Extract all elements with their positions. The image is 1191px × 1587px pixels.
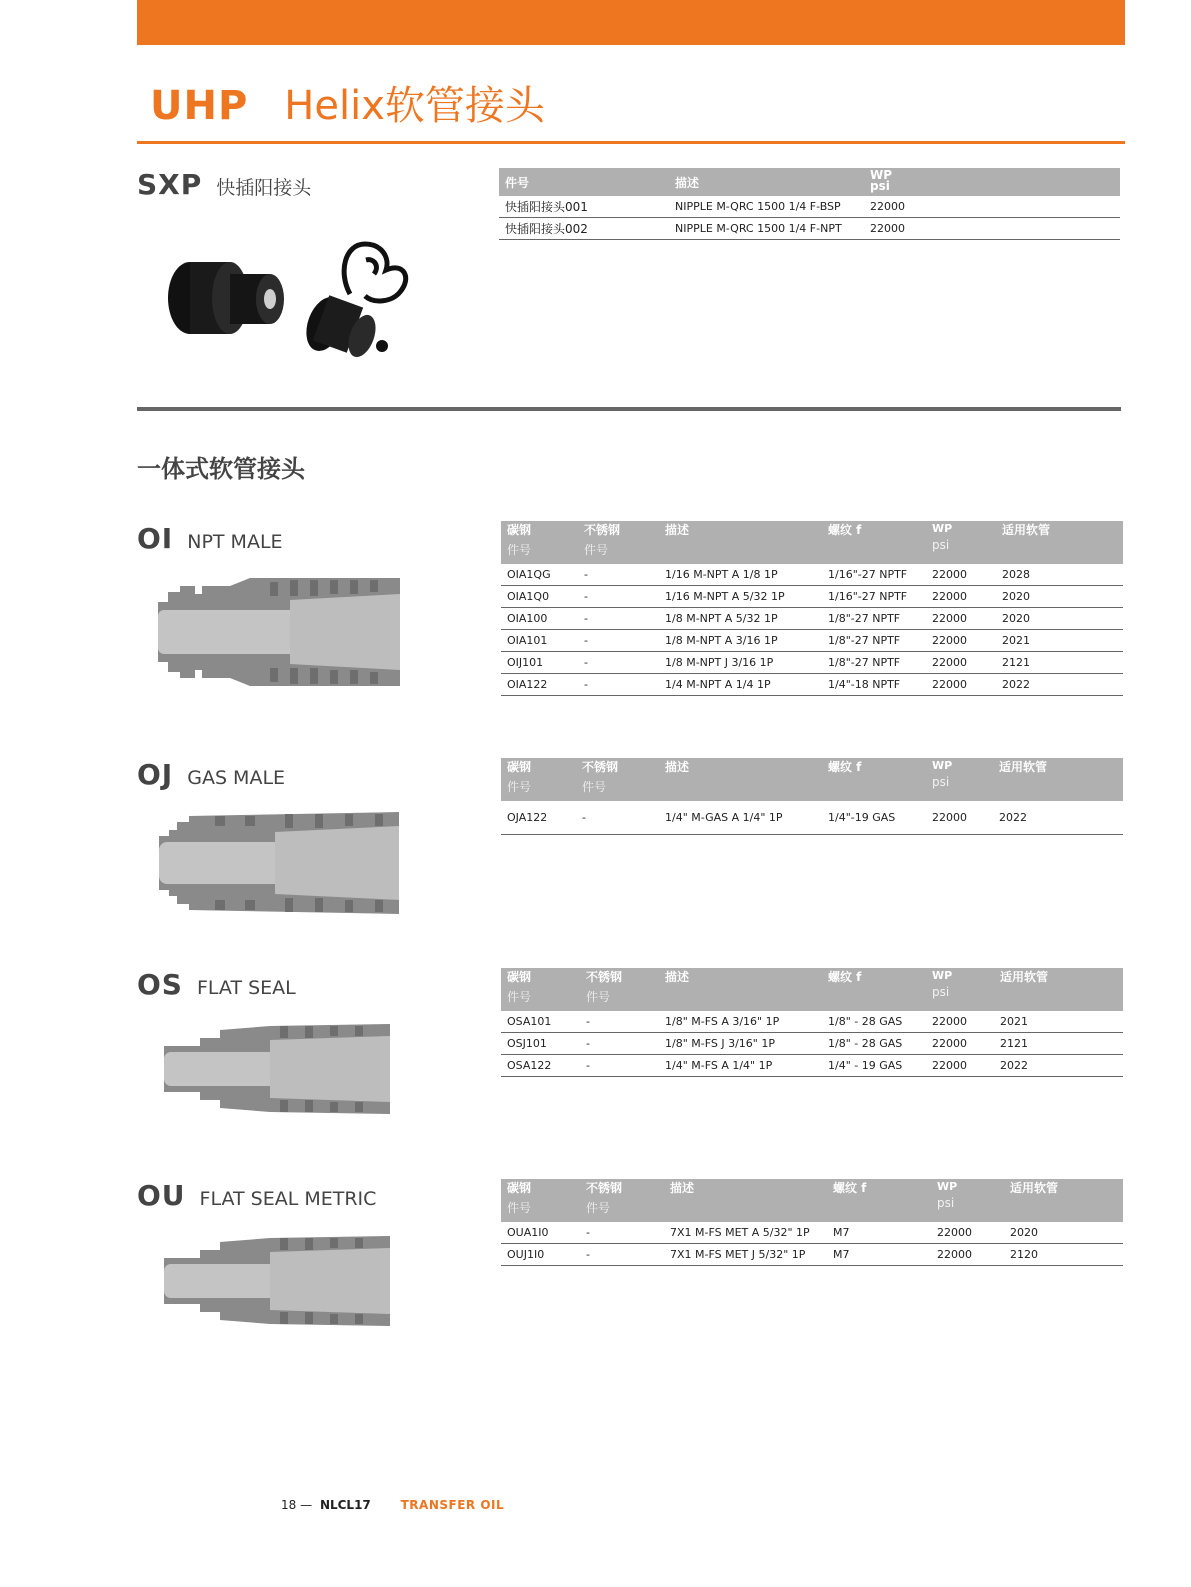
cell-wp: 22000 [931, 1244, 1004, 1266]
cell-wp: 22000 [926, 652, 996, 674]
cell-stainless: - [580, 1055, 659, 1077]
stainless-label: 不锈钢 [582, 760, 619, 774]
table-row [501, 608, 1123, 630]
cell-hose: 2121 [994, 1033, 1123, 1055]
cell-wp: 22000 [926, 608, 996, 630]
cell-carbon: OIA100 [501, 608, 578, 630]
cell-wp: 22000 [926, 1033, 994, 1055]
flat-seal-metric-fitting-cutaway-image [160, 1234, 395, 1329]
cell-wp: 22000 [926, 1011, 994, 1033]
cell-hose: 2022 [996, 674, 1123, 696]
table-row [499, 196, 1120, 218]
cell-carbon: OIA101 [501, 630, 578, 652]
section-name: 快插阳接头 [216, 177, 312, 199]
cell-carbon: OSJ101 [501, 1033, 580, 1055]
table-header-row [501, 521, 1123, 564]
oj-table [501, 758, 1123, 835]
section-header-os [137, 968, 296, 1001]
cell-carbon: OJA122 [501, 801, 576, 834]
carbon-label: 碳钢 [507, 970, 532, 984]
cell-stainless: - [576, 801, 659, 834]
title-text: Helix软管接头 [284, 83, 545, 129]
integral-fittings-heading: 一体式软管接头 [137, 455, 305, 483]
table-row [501, 630, 1123, 652]
col-carbon [501, 758, 576, 801]
wp-unit: psi [932, 775, 950, 789]
cell-wp: 22000 [926, 630, 996, 652]
col-thread: 螺纹 f [828, 760, 862, 774]
wp-label: WP [932, 759, 953, 772]
cell-stainless: - [578, 586, 659, 608]
cell-carbon: OIJ101 [501, 652, 578, 674]
table-row [501, 564, 1123, 586]
cell-hose: 2022 [994, 1055, 1123, 1077]
cell-carbon: OSA122 [501, 1055, 580, 1077]
cell-thread: 1/8"-27 NPTF [822, 608, 926, 630]
col-desc: 描述 [665, 970, 690, 984]
col-wp [926, 758, 993, 801]
col-desc: 描述 [675, 175, 700, 190]
wp-label: WP [870, 168, 893, 182]
carbon-label: 碳钢 [507, 1181, 532, 1195]
cell-hose: 2020 [996, 586, 1123, 608]
cell-thread: 1/4" - 19 GAS [822, 1055, 926, 1077]
col-carbon [501, 968, 580, 1011]
title-underline [137, 141, 1125, 144]
cell-stainless: - [580, 1011, 659, 1033]
table-row [501, 1222, 1123, 1244]
col-stainless [578, 521, 659, 564]
col-hose: 适用软管 [1000, 970, 1049, 984]
section-code: OU [137, 1179, 186, 1212]
quick-coupling-nipple-image [160, 236, 420, 366]
wp-unit: psi [932, 538, 950, 552]
table-row [501, 652, 1123, 674]
cell-desc: 1/8 M-NPT A 5/32 1P [659, 608, 822, 630]
cell-desc: 1/4 M-NPT A 1/4 1P [659, 674, 822, 696]
cell-desc: 7X1 M-FS MET J 5/32" 1P [664, 1244, 827, 1266]
part-no-label: 件号 [507, 543, 532, 557]
col-hose: 适用软管 [999, 760, 1048, 774]
col-thread: 螺纹 f [828, 523, 862, 537]
cell-stainless: - [578, 608, 659, 630]
part-no-label: 件号 [586, 1201, 611, 1215]
section-header-sxp [137, 168, 311, 201]
section-header-oj [137, 758, 285, 791]
stainless-label: 不锈钢 [586, 1181, 623, 1195]
cell-desc: 1/16 M-NPT A 1/8 1P [659, 564, 822, 586]
section-code: OS [137, 968, 183, 1001]
section-name: NPT MALE [187, 531, 283, 553]
cell-wp: 22000 [926, 674, 996, 696]
cell-wp: 22000 [926, 1055, 994, 1077]
cell-desc: 1/8 M-NPT A 3/16 1P [659, 630, 822, 652]
cell-hose: 2022 [993, 801, 1123, 834]
table-row [501, 674, 1123, 696]
footer-dash: — [300, 1498, 313, 1512]
cell-desc: NIPPLE M-QRC 1500 1/4 F-BSP [669, 196, 864, 218]
cell-thread: 1/8"-27 NPTF [822, 652, 926, 674]
cell-thread: M7 [827, 1244, 931, 1266]
col-wp [931, 1179, 1004, 1222]
col-carbon [501, 1179, 580, 1222]
wp-unit: psi [870, 179, 890, 193]
col-part: 件号 [505, 175, 530, 190]
col-stainless [580, 968, 659, 1011]
part-no-label: 件号 [507, 780, 532, 794]
col-thread: 螺纹 f [828, 970, 862, 984]
sxp-table [499, 168, 1120, 240]
cell-carbon: OUJ1I0 [501, 1244, 580, 1266]
table-row [501, 1244, 1123, 1266]
section-code: OI [137, 522, 174, 555]
cell-wp: 22000 [864, 196, 1120, 218]
cell-desc: 1/8" M-FS A 3/16" 1P [659, 1011, 822, 1033]
cell-wp: 22000 [926, 801, 993, 834]
cell-thread: 1/4"-18 NPTF [822, 674, 926, 696]
col-carbon [501, 521, 578, 564]
cell-desc: 1/16 M-NPT A 5/32 1P [659, 586, 822, 608]
os-table [501, 968, 1123, 1077]
cell-carbon: OUA1I0 [501, 1222, 580, 1244]
table-header-row [499, 168, 1120, 196]
cell-hose: 2121 [996, 652, 1123, 674]
table-row [501, 1055, 1123, 1077]
page-footer [281, 1498, 504, 1512]
col-thread: 螺纹 f [833, 1181, 867, 1195]
cell-carbon: OSA101 [501, 1011, 580, 1033]
cell-hose: 2020 [1004, 1222, 1123, 1244]
cell-desc: 1/4" M-GAS A 1/4" 1P [659, 801, 822, 834]
col-desc: 描述 [670, 1181, 695, 1195]
section-code: SXP [137, 168, 203, 201]
col-hose: 适用软管 [1002, 523, 1051, 537]
npt-male-fitting-cutaway-image [150, 572, 405, 692]
page-number: 18 [281, 1498, 297, 1512]
cell-desc: 1/8 M-NPT J 3/16 1P [659, 652, 822, 674]
cell-thread: 1/8" - 28 GAS [822, 1011, 926, 1033]
wp-label: WP [937, 1180, 958, 1193]
cell-thread: M7 [827, 1222, 931, 1244]
part-no-label: 件号 [507, 1201, 532, 1215]
cell-desc: 1/4" M-FS A 1/4" 1P [659, 1055, 822, 1077]
flat-seal-fitting-cutaway-image [160, 1022, 395, 1117]
col-wp [926, 521, 996, 564]
title-prefix: UHP [150, 83, 249, 129]
cell-thread: 1/16"-27 NPTF [822, 564, 926, 586]
col-desc: 描述 [665, 523, 690, 537]
cell-thread: 1/16"-27 NPTF [822, 586, 926, 608]
cell-wp: 22000 [926, 564, 996, 586]
section-header-ou [137, 1179, 376, 1212]
table-header-row [501, 758, 1123, 801]
wp-label: WP [932, 522, 953, 535]
cell-part: 快插阳接头001 [499, 196, 669, 218]
cell-wp: 22000 [931, 1222, 1004, 1244]
cell-hose: 2120 [1004, 1244, 1123, 1266]
stainless-label: 不锈钢 [586, 970, 623, 984]
section-header-oi [137, 522, 283, 555]
wp-unit: psi [932, 985, 950, 999]
cell-stainless: - [578, 630, 659, 652]
cell-carbon: OIA1QG [501, 564, 578, 586]
gas-male-fitting-cutaway-image [155, 810, 405, 920]
header-accent-bar [137, 0, 1125, 45]
cell-carbon: OIA1Q0 [501, 586, 578, 608]
table-row [501, 1011, 1123, 1033]
table-header-row [501, 968, 1123, 1011]
cell-stainless: - [580, 1033, 659, 1055]
cell-thread: 1/8"-27 NPTF [822, 630, 926, 652]
col-wp [864, 168, 1120, 196]
cell-hose: 2021 [994, 1011, 1123, 1033]
carbon-label: 碳钢 [507, 760, 532, 774]
wp-label: WP [932, 969, 953, 982]
col-stainless [580, 1179, 664, 1222]
section-name: FLAT SEAL [196, 977, 296, 999]
table-row [501, 1033, 1123, 1055]
section-code: OJ [137, 758, 174, 791]
part-no-label: 件号 [507, 990, 532, 1004]
cell-stainless: - [578, 652, 659, 674]
page-title [150, 80, 545, 132]
col-wp [926, 968, 994, 1011]
carbon-label: 碳钢 [507, 523, 532, 537]
table-row [499, 218, 1120, 240]
table-row [501, 586, 1123, 608]
ou-table [501, 1179, 1123, 1266]
cell-desc: NIPPLE M-QRC 1500 1/4 F-NPT [669, 218, 864, 240]
cell-hose: 2028 [996, 564, 1123, 586]
footer-topic: TRANSFER OIL [400, 1498, 505, 1512]
catalog-code: NLCL17 [319, 1498, 371, 1512]
cell-desc: 1/8" M-FS J 3/16" 1P [659, 1033, 822, 1055]
part-no-label: 件号 [586, 990, 611, 1004]
cell-stainless: - [578, 674, 659, 696]
table-header-row [501, 1179, 1123, 1222]
cell-hose: 2021 [996, 630, 1123, 652]
part-no-label: 件号 [582, 780, 607, 794]
stainless-label: 不锈钢 [584, 523, 621, 537]
table-row [501, 801, 1123, 834]
oi-table [501, 521, 1123, 696]
cell-thread: 1/8" - 28 GAS [822, 1033, 926, 1055]
cell-stainless: - [578, 564, 659, 586]
cell-part: 快插阳接头002 [499, 218, 669, 240]
col-stainless [576, 758, 659, 801]
section-divider [137, 407, 1121, 411]
cell-thread: 1/4"-19 GAS [822, 801, 926, 834]
part-no-label: 件号 [584, 543, 609, 557]
cell-stainless: - [580, 1244, 664, 1266]
wp-unit: psi [937, 1196, 955, 1210]
cell-carbon: OIA122 [501, 674, 578, 696]
col-hose: 适用软管 [1010, 1181, 1059, 1195]
cell-hose: 2020 [996, 608, 1123, 630]
col-desc: 描述 [665, 760, 690, 774]
cell-desc: 7X1 M-FS MET A 5/32" 1P [664, 1222, 827, 1244]
cell-wp: 22000 [864, 218, 1120, 240]
section-name: GAS MALE [187, 767, 286, 789]
section-name: FLAT SEAL METRIC [199, 1188, 377, 1210]
cell-stainless: - [580, 1222, 664, 1244]
cell-wp: 22000 [926, 586, 996, 608]
